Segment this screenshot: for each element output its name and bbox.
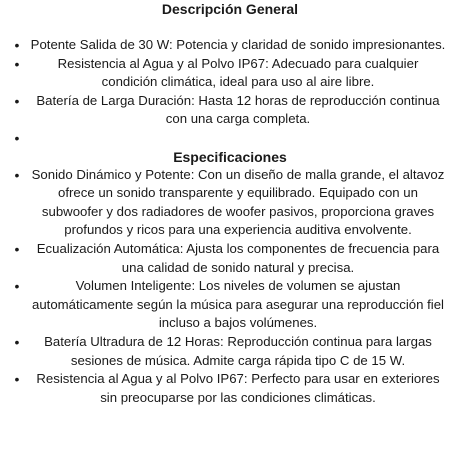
list-item	[6, 277, 454, 333]
bullet-icon: •	[14, 37, 20, 53]
bullet-icon: •	[14, 333, 20, 350]
list-item	[6, 55, 454, 92]
list-item	[6, 240, 454, 277]
list-item-text: Ecualización Automática: Ajusta los componentes de frecuencia para una calidad de sonido natural y precisa.	[36, 240, 440, 275]
list-item-text: Resistencia al Agua y al Polvo IP67: Perfecto para usar en exteriores sin preocuparse por las condiciones climáticas.	[36, 371, 440, 405]
list-item	[6, 166, 454, 240]
bullet-icon: •	[14, 371, 20, 388]
list-item	[6, 129, 454, 148]
bullet-icon: •	[14, 129, 20, 146]
list-item-text: Resistencia al Agua y al Polvo IP67: Adecuado para cualquier condición climática, ideal para uso al aire libre.	[57, 55, 419, 90]
general-description-heading: Descripción General	[161, 1, 299, 17]
list-item-text: Potente Salida de 30 W: Potencia y claridad de sonido impresionantes.	[30, 37, 446, 52]
list-item	[6, 92, 454, 129]
list-item	[6, 333, 454, 370]
list-item-text: Batería de Larga Duración: Hasta 12 horas de reproducción continua con una carga completa.	[36, 92, 440, 127]
list-item-text: Sonido Dinámico y Potente: Con un diseño de malla grande, el altavoz ofrece un sonido transparente y equilibrado. Equipado con un subwoofer y dos radiadores de woofer pasivos, proporciona graves profundos y ricos para una experiencia auditiva envolvente.	[31, 166, 445, 238]
list-item	[6, 370, 454, 407]
bullet-icon: •	[14, 278, 20, 295]
bullet-icon: •	[14, 166, 20, 183]
list-item-text: Batería Ultradura de 12 Horas: Reproducción continua para largas sesiones de música. Admite carga rápida tipo C de 15 W.	[44, 333, 432, 368]
list-item-text: Volumen Inteligente: Los niveles de volumen se ajustan automáticamente según la música para asegurar una reproducción fiel incluso a bajos volúmenes.	[32, 278, 444, 331]
specifications-list	[6, 166, 454, 408]
list-item	[6, 36, 454, 55]
bullet-icon: •	[14, 55, 20, 72]
bullet-icon: •	[14, 240, 20, 257]
general-description-list	[6, 36, 454, 148]
specifications-heading: Especificaciones	[173, 148, 287, 165]
bullet-icon: •	[14, 92, 20, 109]
